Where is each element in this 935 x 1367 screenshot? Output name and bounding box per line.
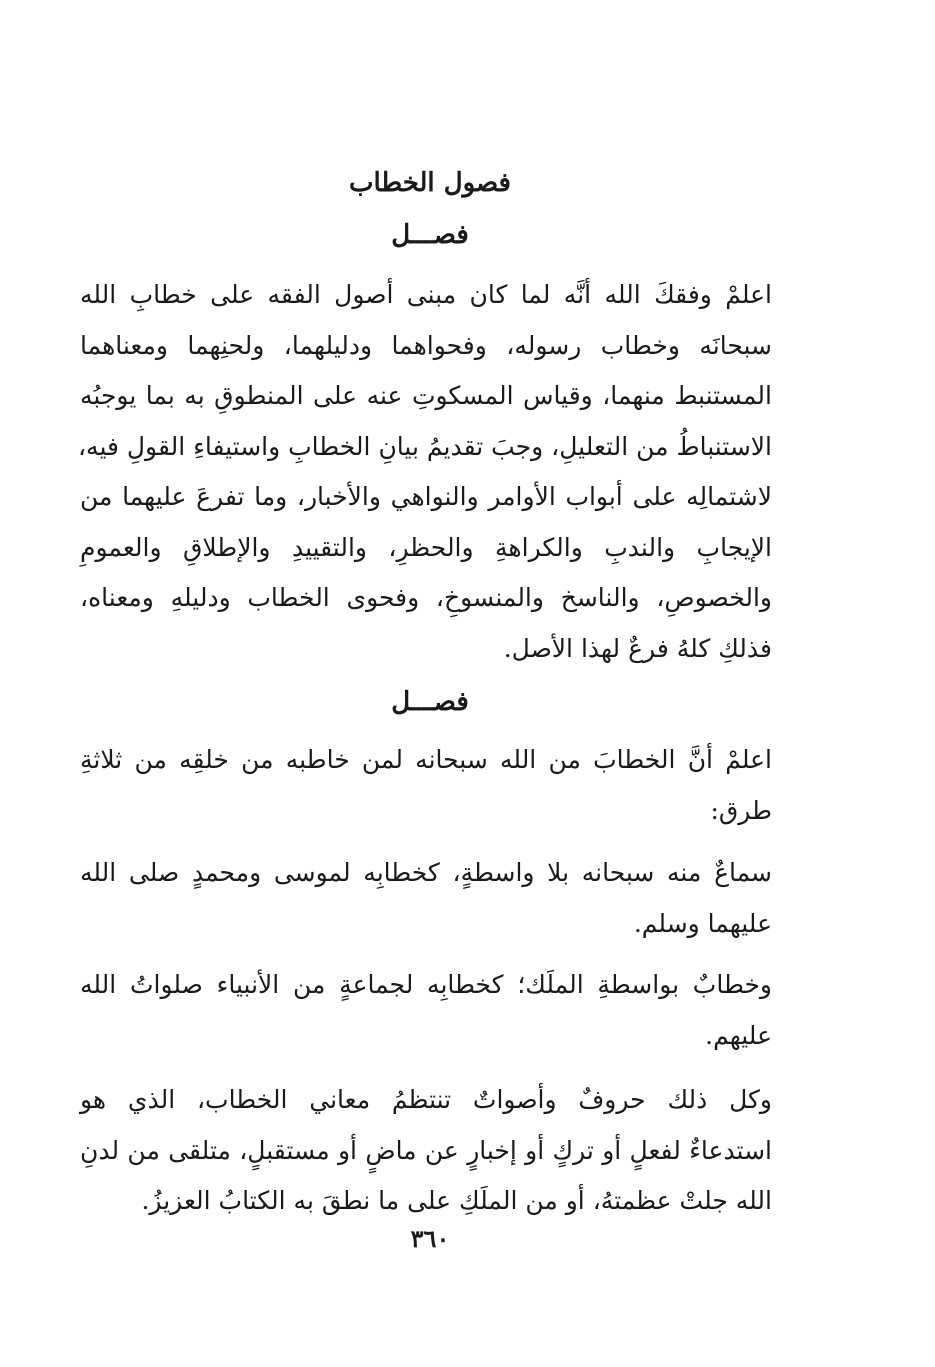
- paragraph-3: [80, 848, 772, 949]
- chapter-title: فصول الخطاب: [348, 168, 511, 198]
- paragraph-line: والخصوصِ، والناسخ والمنسوخِ، وفحوى الخطاب ودليلهِ ومعناه،: [80, 583, 772, 612]
- paragraph-line: اعلمْ وفقكَ الله أنَّه لما كان مبنى أصول الفقه على خطابِ الله: [80, 280, 772, 309]
- paragraph-line: وخطابٌ بواسطةِ الملَك؛ كخطابِه لجماعةٍ من الأنبياء صلواتُ الله: [80, 970, 772, 999]
- paragraph-line: عليهما وسلم.: [633, 908, 772, 938]
- paragraph-line: الله جلتْ عظمتهُ، أو من الملَكِ على ما نطقَ به الكتابُ العزيزُ.: [141, 1186, 772, 1215]
- paragraph-line: اعلمْ أنَّ الخطابَ من الله سبحانه لمن خاطبه من خلقِه من ثلاثةِ: [80, 745, 772, 774]
- paragraph-line: وكل ذلك حروفٌ وأصواتٌ تنتظمُ معاني الخطاب، الذي هو: [80, 1085, 772, 1114]
- paragraph-line: سماعٌ منه سبحانه بلا واسطةٍ، كخطابِه لموسى ومحمدٍ صلى الله: [80, 858, 772, 887]
- paragraph-line: استدعاءٌ لفعلٍ أو تركٍ أو إخبارٍ عن ماضٍ أو مستقبلٍ، متلقى من لدنِ: [80, 1135, 772, 1165]
- paragraph-1: [77, 270, 772, 674]
- paragraph-line: المستنبط منهما، وقياس المسكوتِ عنه على المنطوقِ به بما يوجبُه: [80, 381, 772, 410]
- paragraph-line: طرق:: [710, 795, 772, 825]
- paragraph-line: سبحانَه وخطاب رسوله، وفحواهما ودليلهما، ولحنِهما ومعناهما: [80, 330, 772, 360]
- paragraph-line: عليهم.: [705, 1020, 772, 1050]
- paragraph-4: [80, 960, 772, 1061]
- paragraph-line: الاستنباطُ من التعليلِ، وجبَ تقديمُ بيانِ الخطابِ واستيفاءِ القولِ فيه،: [77, 431, 772, 461]
- paragraph-2: [80, 735, 772, 836]
- section-heading-1: فصـــل: [391, 220, 469, 250]
- paragraph-line: الإيجابِ والندبِ والكراهةِ والحظرِ، والتقييدِ والإطلاقِ والعمومِ: [80, 532, 772, 562]
- paragraph-line: فذلكِ كلهُ فرعٌ لهذا الأصل.: [503, 633, 772, 663]
- section-heading-2: فصـــل: [391, 687, 469, 717]
- paragraph-line: لاشتمالِه على أبواب الأوامر والنواهي والأخبار، وما تفرعَ عليهما من: [80, 482, 772, 511]
- paragraph-5: [80, 1075, 772, 1227]
- page-number: ٣٦٠: [410, 1224, 450, 1253]
